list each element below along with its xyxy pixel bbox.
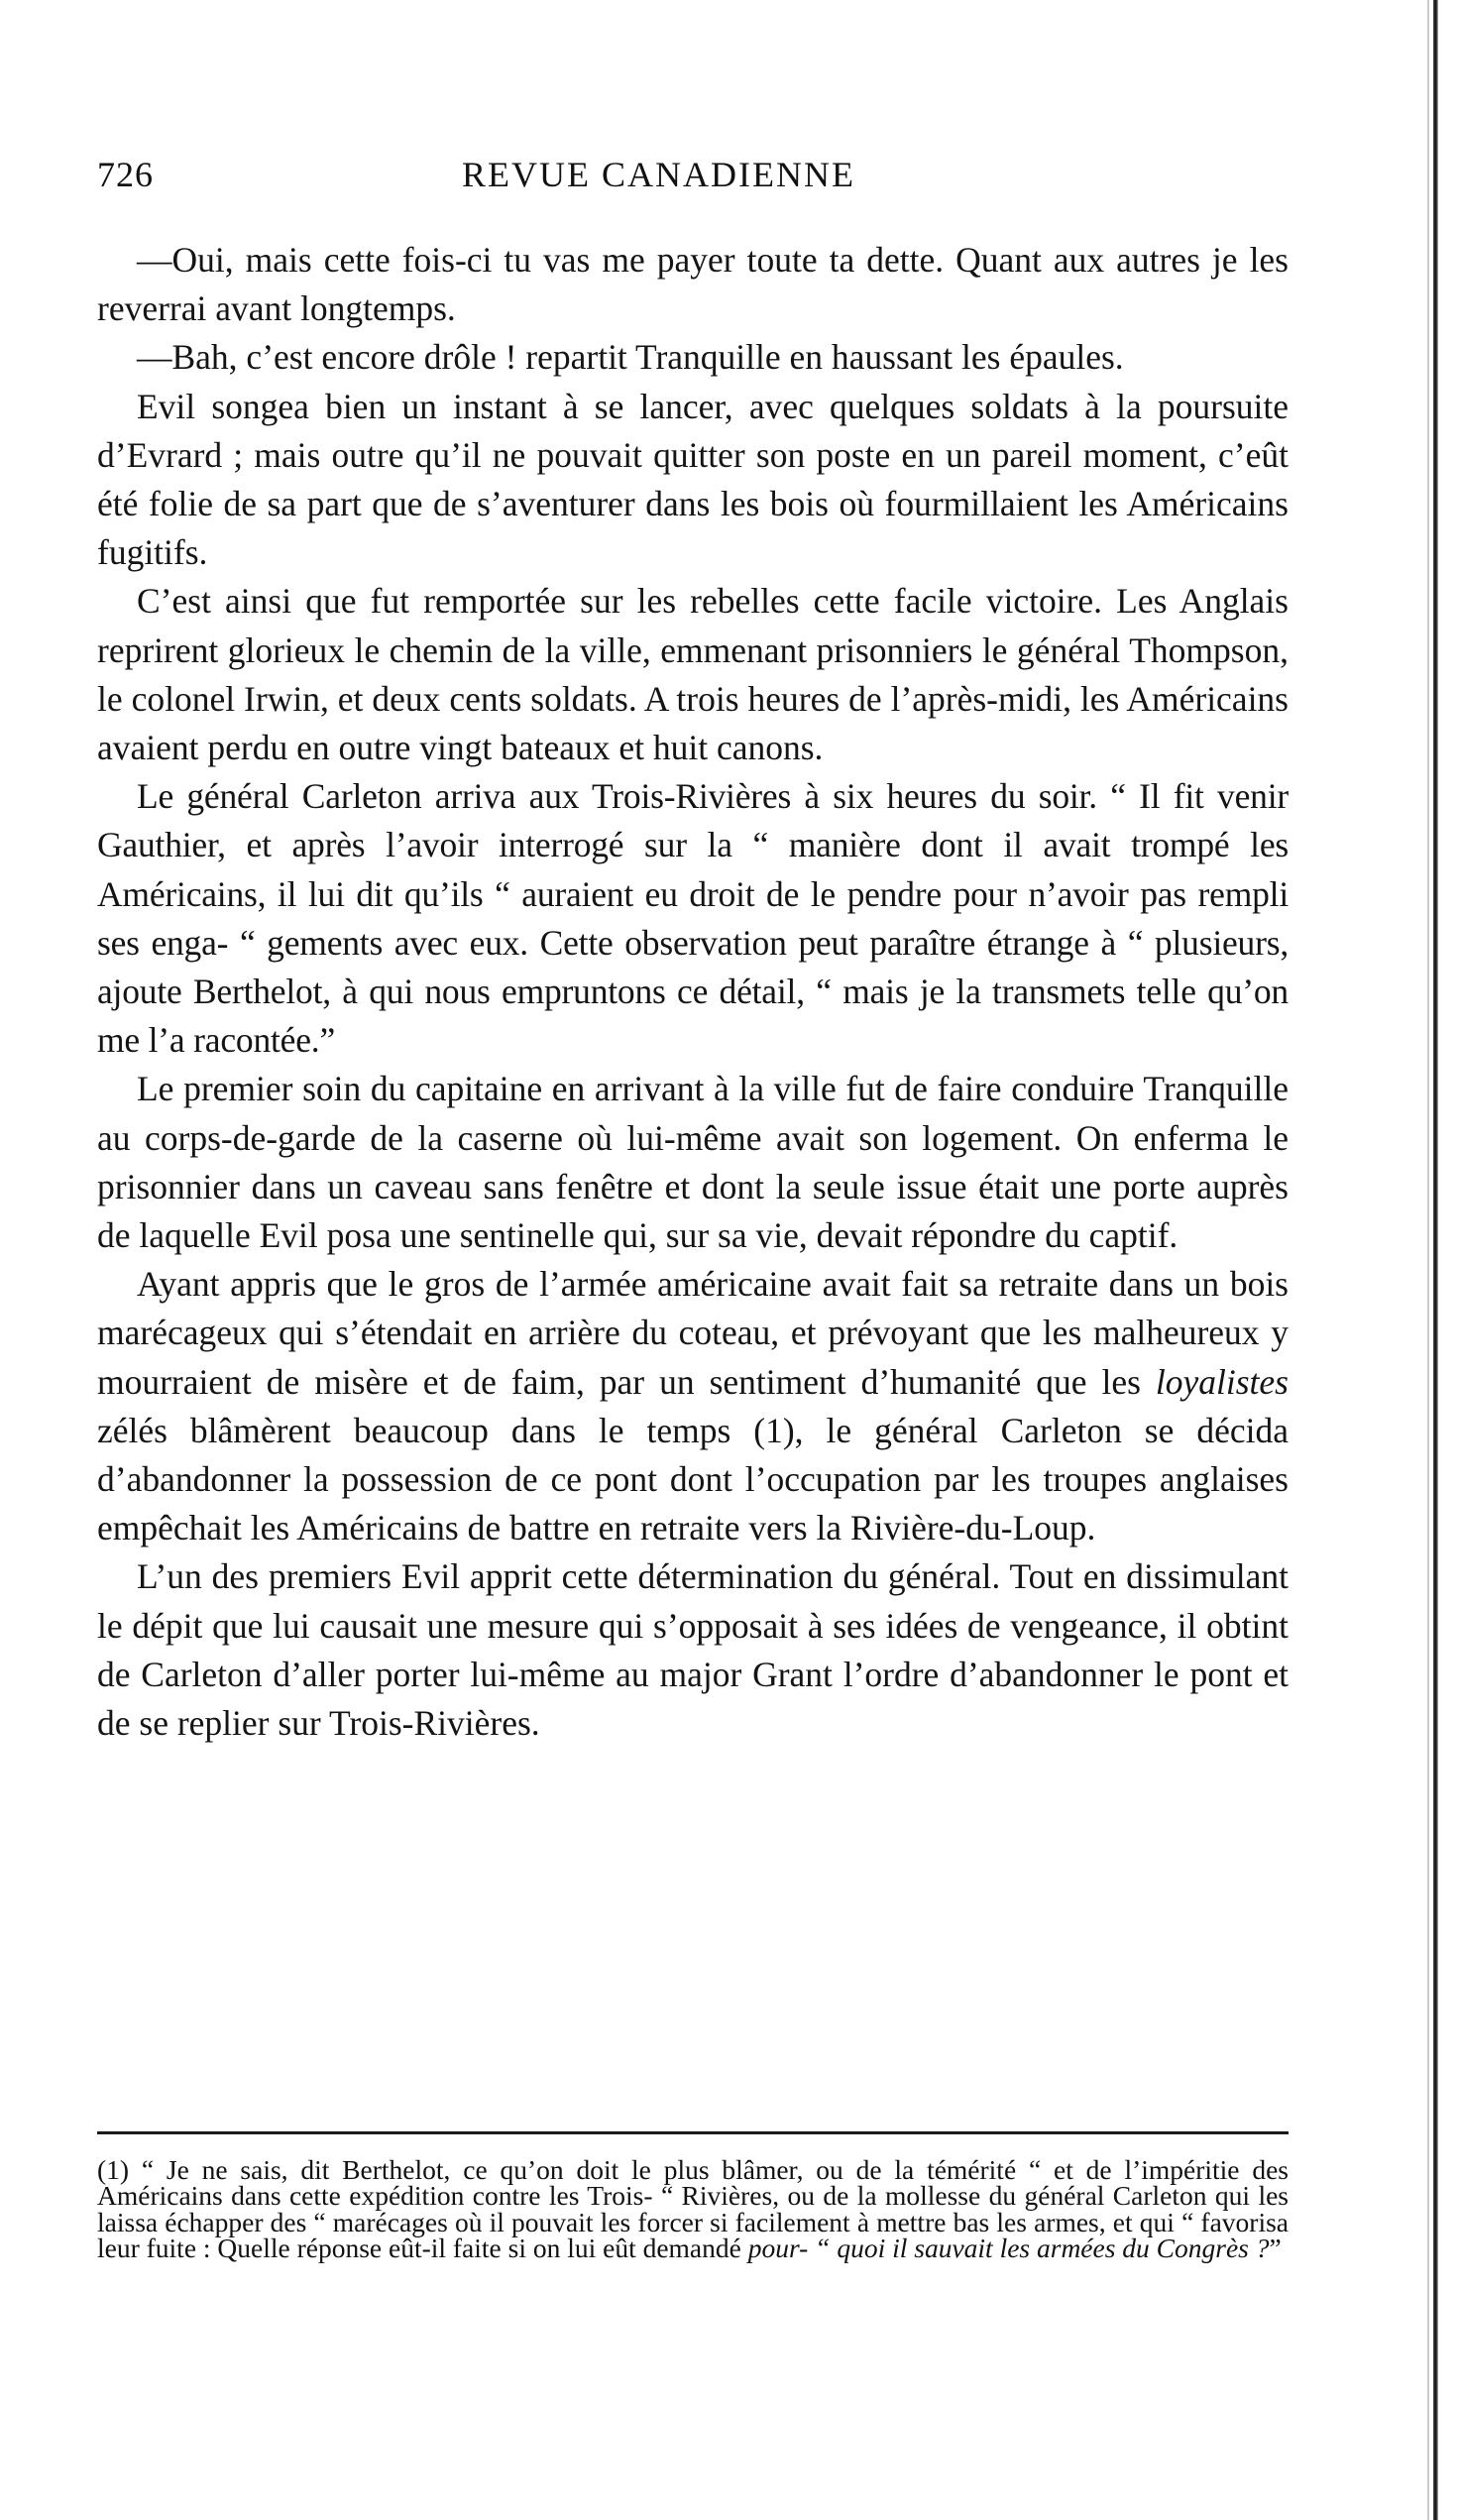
page-header xyxy=(97,154,1287,203)
paragraph-text: Ayant appris que le gros de l’armée américaine avait fait sa retraite dans un bois marécageux qui s’étendait en arrière du coteau, et prévoyant que les malheureux y mourraient de misère et de faim, par un sentiment d’humanité que les xyxy=(97,1264,1289,1402)
footnote-part: (1) “ Je ne sais, dit Berthelot, ce qu’on doit le plus blâmer, ou de la témérité “ et de l’impéritie des Américains dans cette expédition contre les Trois- “ Rivières, ou de la mollesse du général Carleton qui les laissa échapper des “ marécages où il pouvait les forcer si facilement à mettre bas les armes, et qui “ favorisa leur fuite : Quelle réponse eût-il faite si on lui eût demandé xyxy=(97,2154,1289,2264)
page-edge xyxy=(1433,0,1438,2520)
paragraph: —Bah, c’est encore drôle ! repartit Tranquille en haussant les épaules. xyxy=(137,337,1124,378)
footnote-part: ” xyxy=(1269,2233,1282,2264)
footnote-rule xyxy=(97,2131,1289,2134)
footnote-italic: pour- “ quoi il sauvait les armées du Congrès ? xyxy=(747,2233,1270,2264)
footnote xyxy=(97,2154,1289,2264)
page-number: 726 xyxy=(97,155,154,194)
page-edge-shadow xyxy=(1427,0,1429,2520)
paragraph: C’est ainsi que fut remportée sur les rebelles cette facile victoire. Les Anglais reprirent glorieux le chemin de la ville, emmenant prisonniers le général Thompson, le colonel Irwin, et deux cents soldats. A trois heures de l’après-midi, les Américains avaient perdu en outre vingt bateaux et huit canons. xyxy=(97,581,1289,768)
paragraph: —Oui, mais cette fois-ci tu vas me payer toute ta dette. Quant aux autres je les reverrai avant longtemps. xyxy=(97,240,1289,329)
paragraph: Le premier soin du capitaine en arrivant à la ville fut de faire conduire Tranquille au corps-de-garde de la caserne où lui-même avait son logement. On enferma le prisonnier dans un caveau sans fenêtre et dont la seule issue était une porte auprès de laquelle Evil posa une sentinelle qui, sur sa vie, devait répondre du captif. xyxy=(97,1069,1289,1256)
footnote-text xyxy=(97,2154,1289,2264)
paragraph xyxy=(97,1260,1289,1552)
running-title: REVUE CANADIENNE xyxy=(462,155,855,194)
paragraph: L’un des premiers Evil apprit cette détermination du général. Tout en dissimulant le dépit que lui causait une mesure qui s’opposait à ses idées de vengeance, il obtint de Carleton d’aller porter lui-même au major Grant l’ordre d’abandonner le pont et de se replier sur Trois-Rivières. xyxy=(97,1556,1289,1744)
paragraph-quote: Le général Carleton arriva aux Trois-Rivières à six heures du soir. “ Il fit venir Gauthier, et après l’avoir interrogé sur la “ manière dont il avait trompé les Américains, il lui dit qu’ils “ auraient eu droit de le pendre pour n’avoir pas rempli ses enga- “ gements avec eux. Cette observation peut paraître étrange à “ plusieurs, ajoute Berthelot, à qui nous empruntons ce détail, “ mais je la transmets telle qu’on me l’a racontée.” xyxy=(97,776,1289,1061)
paragraph-text: zélés blâmèrent beaucoup dans le temps (1), le général Carleton se décida d’abandonner la possession de ce pont dont l’occupation par les troupes anglaises empêchait les Américains de battre en retraite vers la Rivière-du-Loup. xyxy=(97,1410,1289,1548)
paragraph: Evil songea bien un instant à se lancer, avec quelques soldats à la poursuite d’Evrard ; mais outre qu’il ne pouvait quitter son poste en un pareil moment, c’eût été folie de sa part que de s’aventurer dans les bois où fourmillaient les Américains fugitifs. xyxy=(97,386,1289,573)
italic-term: loyalistes xyxy=(1155,1361,1289,1402)
body-text xyxy=(97,236,1289,1748)
